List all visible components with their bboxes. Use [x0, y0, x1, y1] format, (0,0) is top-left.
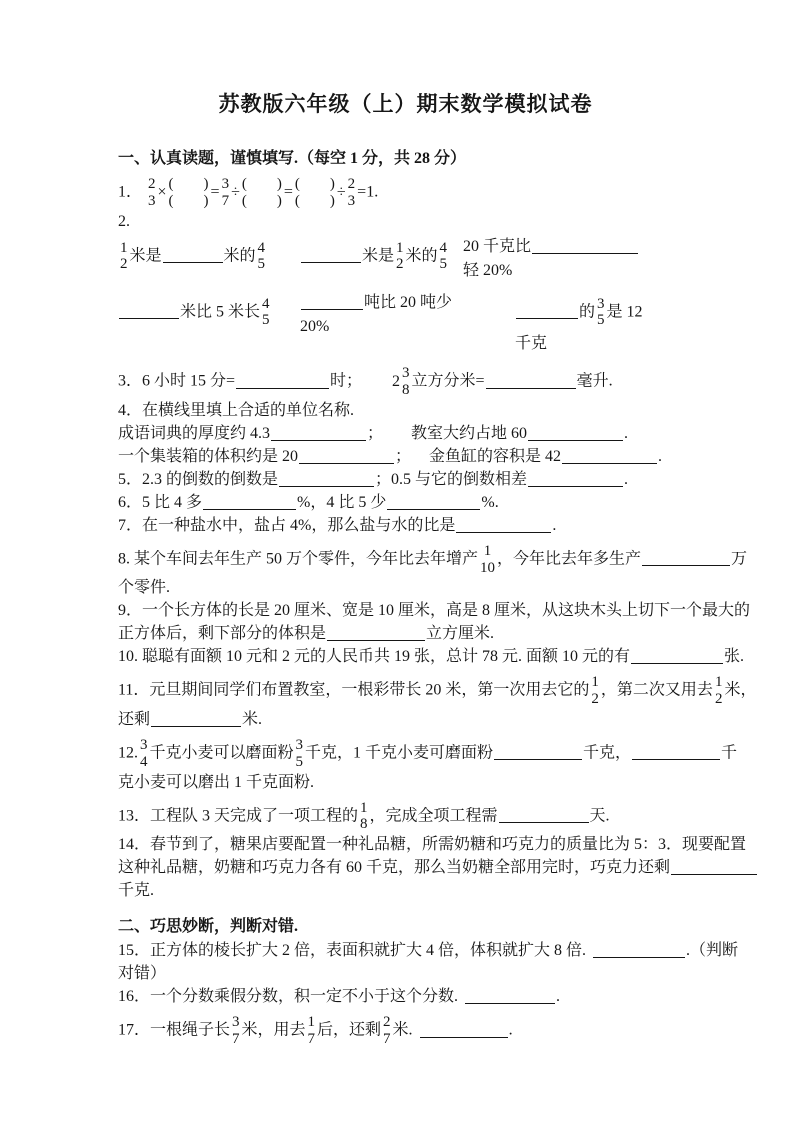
text-run: ；0.5 与它的倒数相差: [375, 470, 528, 488]
question-6: [118, 492, 693, 514]
text-run: 20 千克比: [463, 237, 532, 255]
text-run: 10. 聪聪有面额 10 元和 2 元的人民币共 19 张，总计 78 元. 面额 10 元的有: [118, 648, 631, 666]
exam-content: [118, 148, 757, 1048]
spacer: [411, 460, 429, 461]
answer-blank: [465, 987, 555, 1004]
spacer: [362, 385, 392, 386]
text-run: 千克小麦可以磨面粉: [149, 744, 294, 762]
text-run: =: [210, 183, 220, 201]
text-run: 时；: [330, 372, 363, 390]
answer-blank: [163, 246, 223, 263]
text-run: 米比 5 米长: [180, 303, 261, 321]
text-run: 米是: [362, 247, 395, 265]
fraction: [438, 240, 450, 274]
answer-blank: [299, 447, 394, 464]
text-run: 千: [721, 744, 738, 762]
question-2-grid: [118, 236, 693, 358]
fraction-denominator: ( ): [294, 192, 335, 209]
question-15-line-1: [118, 940, 739, 962]
text-run: 轻 20%: [463, 261, 513, 279]
fraction: [220, 176, 232, 210]
fraction: [294, 737, 306, 771]
fraction-numerator: ( ): [241, 176, 282, 192]
text-run: 正方体后，剩下部分的体积是: [118, 625, 327, 643]
text-run: 米是: [129, 247, 162, 265]
fraction: [146, 176, 158, 210]
question-14-line-1: [118, 834, 747, 856]
fraction-numerator: 4: [257, 239, 266, 256]
question-15-line-2: [118, 963, 693, 985]
text-run: 米，用去: [241, 1021, 306, 1039]
fraction: [306, 1014, 318, 1048]
answer-blank: [271, 424, 366, 441]
cell-line: [515, 296, 690, 330]
text-run: 15．正方体的棱长扩大 2 倍，表面积就扩大 4 倍，体积就扩大 8 倍.: [118, 942, 587, 960]
fraction: [256, 240, 268, 274]
question-9-line-1: [118, 600, 751, 622]
question-17: [118, 1014, 693, 1048]
text-run: =: [283, 183, 293, 201]
cell-line: [118, 296, 300, 330]
fraction-numerator: 3: [140, 736, 148, 753]
text-run: 千克.: [118, 882, 155, 900]
fraction-denominator: 7: [383, 1030, 391, 1047]
fraction-denominator: 2: [120, 256, 128, 273]
fraction-denominator: 5: [262, 312, 270, 329]
question-8-line-2: [118, 577, 693, 599]
page-title: 苏教版六年级（上）期末数学模拟试卷: [218, 92, 593, 116]
question-12-line-2: [118, 772, 693, 794]
text-run: 的: [579, 303, 596, 321]
fraction-numerator: 1: [396, 239, 404, 256]
question-4-line-2: [118, 446, 693, 468]
text-run: 12.: [118, 744, 138, 762]
question-1: [118, 176, 693, 210]
text-run: 16．一个分数乘假分数，积一定不小于这个分数.: [118, 988, 459, 1006]
text-run: 后，还剩: [317, 1021, 382, 1039]
cell-line: [515, 333, 690, 355]
cell-line: [463, 236, 690, 258]
question-12-line-1: [118, 736, 738, 771]
question-3: [118, 365, 693, 399]
answer-blank: [494, 743, 582, 760]
fraction-denominator: 7: [221, 192, 230, 209]
fraction-numerator: 1: [483, 542, 492, 559]
answer-blank: [499, 806, 589, 823]
fraction-numerator: 3: [232, 1014, 240, 1031]
question-5: [118, 469, 693, 491]
text-run: ；: [395, 447, 412, 465]
fraction-numerator: 4: [262, 295, 270, 312]
fraction-numerator: 1: [714, 674, 723, 691]
fraction: [394, 240, 406, 274]
fraction-denominator: 5: [295, 753, 304, 770]
fraction-denominator: 5: [257, 256, 266, 273]
grid-cell: [463, 292, 690, 358]
text-run: .: [508, 1021, 513, 1039]
text-run: 立方分米=: [411, 372, 485, 390]
fraction: [118, 240, 130, 274]
fraction-denominator: 2: [396, 256, 404, 273]
fraction-numerator: 2: [383, 1014, 391, 1031]
text-run: 张.: [724, 648, 745, 666]
text-run: 13．工程队 3 天完成了一项工程的: [118, 807, 359, 825]
text-run: 9．一个长方体的长是 20 厘米、宽是 10 厘米，高是 8 厘米，从这块木头上切下一个最大的: [118, 602, 751, 620]
fraction-numerator: 3: [402, 365, 410, 382]
answer-blank: [203, 493, 296, 510]
text-run: 天.: [589, 807, 610, 825]
text-run: %.: [481, 493, 499, 511]
answer-blank: [456, 516, 551, 533]
fraction: [230, 1014, 242, 1048]
fraction-denominator: 4: [140, 753, 148, 770]
grid-cell: [300, 236, 463, 284]
text-run: 是 12: [606, 303, 643, 321]
text-run: 米的: [405, 247, 438, 265]
mixed-number: [392, 365, 412, 399]
fraction-numerator: 3: [221, 176, 230, 192]
text-run: 还剩: [118, 710, 151, 728]
section-2-heading: 二、巧思妙断，判断对错.: [118, 918, 299, 936]
text-run: 对错）: [118, 965, 167, 983]
fraction-denominator: 8: [402, 381, 410, 398]
text-run: .: [556, 988, 561, 1006]
fraction-numerator: 1: [360, 799, 368, 816]
answer-blank: [151, 710, 241, 727]
answer-blank: [528, 470, 623, 487]
question-11-line-2: [118, 709, 693, 731]
text-run: 千克，: [583, 744, 632, 762]
text-run: ；: [367, 424, 384, 442]
answer-blank: [671, 858, 757, 875]
answer-blank: [301, 246, 361, 263]
fraction-numerator: ( ): [294, 176, 335, 192]
text-run: .: [552, 516, 557, 534]
text-run: .: [624, 470, 629, 488]
answer-blank: [327, 624, 425, 641]
fraction-denominator: 7: [307, 1030, 316, 1047]
answer-blank: [236, 372, 329, 389]
text-run: 4．在横线里填上合适的单位名称.: [118, 401, 355, 419]
fraction-denominator: 2: [714, 691, 723, 708]
answer-blank: [420, 1021, 508, 1038]
fraction: [358, 800, 370, 834]
fraction: [713, 674, 725, 708]
cell-line: [463, 260, 690, 282]
spacer: [383, 437, 411, 438]
paren-fraction: [167, 176, 211, 210]
text-run: 6．5 比 4 多: [118, 493, 203, 511]
answer-blank: [631, 647, 723, 664]
text-run: 个零件.: [118, 579, 171, 597]
text-run: %，4 比 5 少: [297, 493, 387, 511]
fraction: [595, 296, 607, 330]
fraction-numerator: 3: [597, 295, 605, 312]
answer-blank: [528, 424, 623, 441]
question-13: [118, 800, 693, 834]
fraction: [400, 365, 412, 399]
answer-blank: [593, 941, 685, 958]
text-run: 一个集装箱的体积约是 20: [118, 447, 299, 465]
question-4-line-1: [118, 423, 693, 445]
grid-row: [118, 236, 693, 284]
fraction: [346, 176, 358, 210]
text-run: 成语词典的厚度约 4.3: [118, 424, 271, 442]
fraction-numerator: 2: [347, 176, 356, 192]
text-run: 克小麦可以磨出 1 千克面粉.: [118, 773, 315, 791]
fraction-denominator: ( ): [241, 192, 282, 209]
answer-blank: [516, 302, 578, 319]
answer-blank: [279, 470, 374, 487]
text-run: 金鱼缸的容积是 42: [429, 447, 562, 465]
question-9-line-2: [118, 623, 693, 645]
fraction-numerator: 2: [148, 176, 156, 192]
text-run: 11．元旦期间同学们布置教室，一根彩带长 20 米，第一次用去它的: [118, 681, 590, 699]
text-run: 8. 某个车间去年生产 50 万个零件，今年比去年增产: [118, 550, 479, 568]
mixed-whole: 2: [392, 372, 401, 390]
question-2-label: [118, 211, 693, 233]
answer-blank: [632, 743, 720, 760]
text-run: .: [624, 424, 629, 442]
text-run: 千克: [515, 335, 548, 353]
question-4-intro: [118, 400, 693, 422]
cell-line: [300, 292, 463, 314]
spacer: [413, 1034, 419, 1035]
text-run: 米的: [223, 247, 256, 265]
fraction-denominator: 8: [360, 816, 368, 833]
paren-fraction: [293, 176, 337, 210]
fraction-denominator: ( ): [168, 192, 209, 209]
fraction-numerator: 1: [591, 674, 599, 691]
text-run: ，今年比去年多生产: [497, 550, 642, 568]
fraction-denominator: 2: [591, 691, 599, 708]
answer-blank: [642, 549, 730, 566]
section-1-heading: 一、认真读题，谨慎填写.（每空 1 分，共 28 分）: [118, 150, 467, 167]
fraction-numerator: 4: [439, 239, 448, 256]
text-run: .: [658, 447, 663, 465]
grid-cell: [118, 236, 300, 284]
text-run: 7．在一种盐水中，盐占 4%，那么盐与水的比是: [118, 516, 456, 534]
answer-blank: [486, 372, 576, 389]
text-run: 1．: [118, 183, 147, 201]
answer-blank: [532, 237, 638, 254]
answer-blank: [301, 293, 363, 310]
text-run: 米.: [242, 710, 263, 728]
text-run: 14．春节到了，糖果店要配置一种礼品糖，所需奶糖和巧克力的质量比为 5：3．现要配置: [118, 836, 747, 854]
fraction: [138, 737, 150, 771]
text-run: 20%: [300, 317, 330, 335]
fraction: [589, 674, 601, 708]
fraction-numerator: ( ): [168, 176, 209, 192]
fraction-numerator: 1: [307, 1014, 316, 1031]
text-run: .（判断: [686, 942, 739, 960]
text-run: ，第二次又用去: [600, 681, 713, 699]
text-run: ，完成全项工程需: [369, 807, 498, 825]
text-run: 5．2.3 的倒数的倒数是: [118, 470, 279, 488]
grid-cell: [300, 292, 463, 358]
answer-blank: [562, 447, 657, 464]
text-run: 米，: [724, 681, 757, 699]
paren-fraction: [240, 176, 284, 210]
text-run: 17．一根绳子长: [118, 1021, 231, 1039]
fraction-denominator: 5: [597, 312, 605, 329]
text-run: 2.: [118, 212, 130, 230]
question-11-line-1: [118, 674, 757, 708]
grid-cell: [118, 292, 300, 358]
spacer: [458, 1000, 464, 1001]
fraction: [381, 1014, 393, 1048]
text-run: 这种礼品糖，奶糖和巧克力各有 60 千克，那么当奶糖全部用完时，巧克力还剩: [118, 859, 671, 877]
fraction-denominator: 3: [347, 192, 356, 209]
question-16: [118, 986, 693, 1008]
text-run: ÷: [336, 183, 346, 201]
question-7: [118, 515, 693, 537]
question-14-line-2: [118, 857, 693, 879]
fraction: [260, 296, 272, 330]
text-run: 教室大约占地 60: [411, 424, 528, 442]
fraction-numerator: 1: [120, 239, 128, 256]
grid-row: [118, 292, 693, 358]
fraction-denominator: 5: [439, 256, 448, 273]
fraction-denominator: 3: [148, 192, 156, 209]
text-run: 万: [731, 550, 748, 568]
fraction-denominator: 10: [480, 559, 496, 576]
grid-cell: [463, 236, 690, 284]
text-run: ×: [157, 183, 167, 201]
text-run: 毫升.: [576, 372, 613, 390]
text-run: 立方厘米.: [426, 625, 495, 643]
fraction-numerator: 3: [295, 736, 304, 753]
text-run: ÷: [231, 183, 240, 201]
cell-line: [300, 240, 463, 274]
fraction: [478, 543, 497, 577]
question-8-line-1: [118, 542, 748, 577]
question-14-line-3: [118, 880, 693, 902]
text-run: 千克，1 千克小麦可磨面粉: [305, 744, 494, 762]
text-run: 吨比 20 吨少: [364, 293, 453, 311]
text-run: =1.: [357, 183, 379, 201]
text-run: 米.: [392, 1021, 413, 1039]
question-10: [118, 646, 745, 668]
spacer: [586, 954, 592, 955]
text-run: 3．6 小时 15 分=: [118, 372, 236, 390]
answer-blank: [387, 493, 480, 510]
fraction-denominator: 7: [232, 1030, 240, 1047]
answer-blank: [119, 302, 179, 319]
cell-line: [118, 240, 300, 274]
cell-line: [300, 316, 463, 338]
